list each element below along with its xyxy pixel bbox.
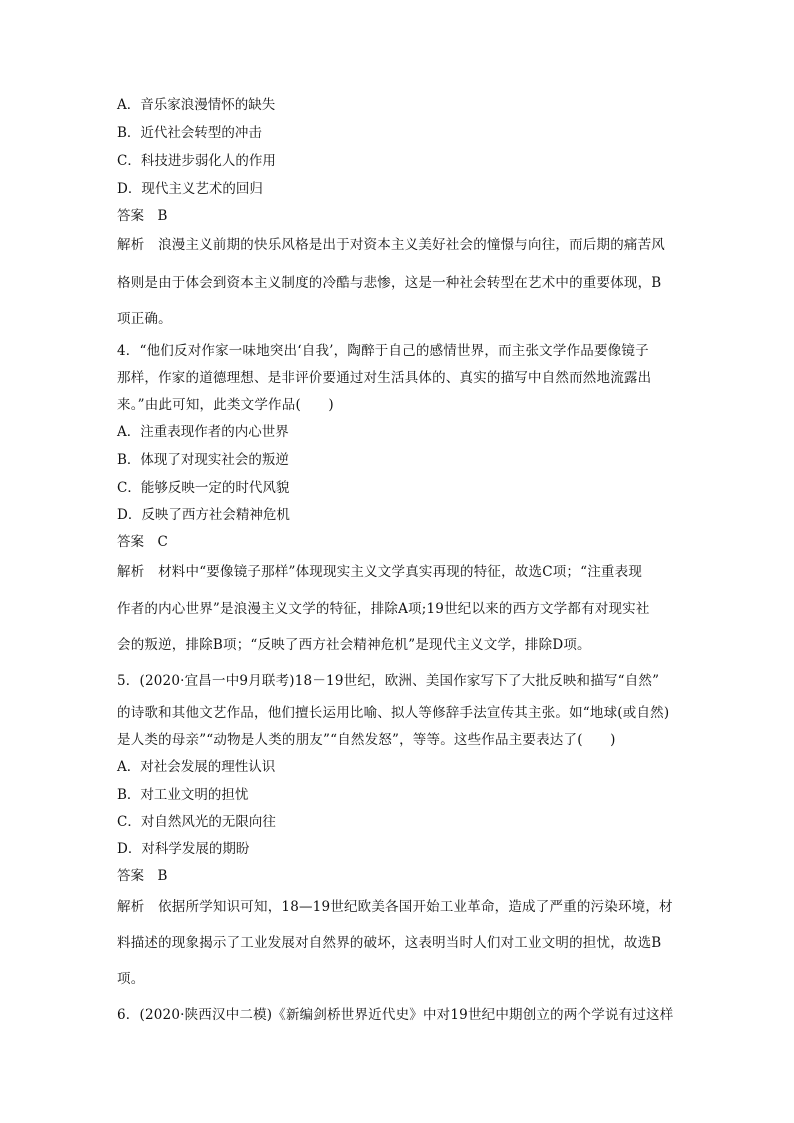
q4-analysis-line-2: 作者的内心世界”是浪漫主义文学的特征，排除A项;19世纪以来的西方文学都有对现实社: [117, 601, 650, 617]
q4-analysis-line-3: 会的叛逆，排除B项；“反映了西方社会精神危机”是现代主义文学，排除D项。: [117, 637, 591, 653]
q6-stem-line-1: 6．(2020·陕西汉中二模)《新编剑桥世界近代史》中对19世纪中期创立的两个学说有过这样: [117, 1007, 674, 1023]
q3-option-a: A．音乐家浪漫情怀的缺失: [117, 97, 276, 113]
q5-option-a: A．对社会发展的理性认识: [117, 759, 276, 775]
q3-analysis-line-1: 解析 浪漫主义前期的快乐风格是出于对资本主义美好社会的憧憬与向往，而后期的痛苦风: [117, 237, 665, 253]
q4-stem-line-3: 来。”由此可知，此类文学作品( ): [117, 397, 334, 413]
q4-answer: 答案 C: [117, 534, 168, 550]
q5-option-d: D．对科学发展的期盼: [117, 841, 250, 857]
q3-option-b: B．近代社会转型的冲击: [117, 125, 262, 141]
q4-stem-line-1: 4．“他们反对作家一味地突出‘自我’，陶醉于自己的感情世界，而主张文学作品要像镜子: [117, 343, 649, 359]
q4-option-d: D．反映了西方社会精神危机: [117, 507, 290, 523]
q3-option-d: D．现代主义艺术的回归: [117, 181, 263, 197]
q5-analysis-line-3: 项。: [117, 971, 145, 987]
q4-option-c: C．能够反映一定的时代风貌: [117, 480, 290, 496]
q5-option-c: C．对自然风光的无限向往: [117, 814, 276, 830]
q4-option-a: A．注重表现作者的内心世界: [117, 424, 289, 440]
q4-analysis-line-1: 解析 材料中“要像镜子那样”体现现实主义文学真实再现的特征，故选C项；“注重表现: [117, 564, 643, 580]
q3-option-c: C．科技进步弱化人的作用: [117, 153, 276, 169]
q3-answer: 答案 B: [117, 208, 168, 224]
q4-option-b: B．体现了对现实社会的叛逆: [117, 452, 289, 468]
q3-analysis-line-3: 项正确。: [117, 311, 172, 327]
q5-stem-line-2: 的诗歌和其他文艺作品，他们擅长运用比喻、拟人等修辞手法宣传其主张。如“地球(或自然): [117, 705, 670, 721]
q5-analysis-line-2: 料描述的现象揭示了工业发展对自然界的破坏，这表明当时人们对工业文明的担忧，故选B: [117, 935, 662, 951]
q5-stem-line-3: 是人类的母亲”“动物是人类的朋友”“自然发怒”，等等。这些作品主要表达了( ): [117, 732, 616, 748]
q4-stem-line-2: 那样，作家的道德理想、是非评价要通过对生活具体的、真实的描写中自然而然地流露出: [117, 370, 652, 386]
q5-analysis-line-1: 解析 依据所学知识可知，18—19世纪欧美各国开始工业革命，造成了严重的污染环境，材: [117, 899, 673, 915]
q5-stem-line-1: 5．(2020·宜昌一中9月联考)18－19世纪，欧洲、美国作家写下了大批反映和描写“自然”: [117, 673, 660, 689]
q3-analysis-line-2: 格则是由于体会到资本主义制度的冷酷与悲惨，这是一种社会转型在艺术中的重要体现，B: [117, 275, 662, 291]
q5-answer: 答案 B: [117, 868, 168, 884]
q5-option-b: B．对工业文明的担忧: [117, 787, 249, 803]
